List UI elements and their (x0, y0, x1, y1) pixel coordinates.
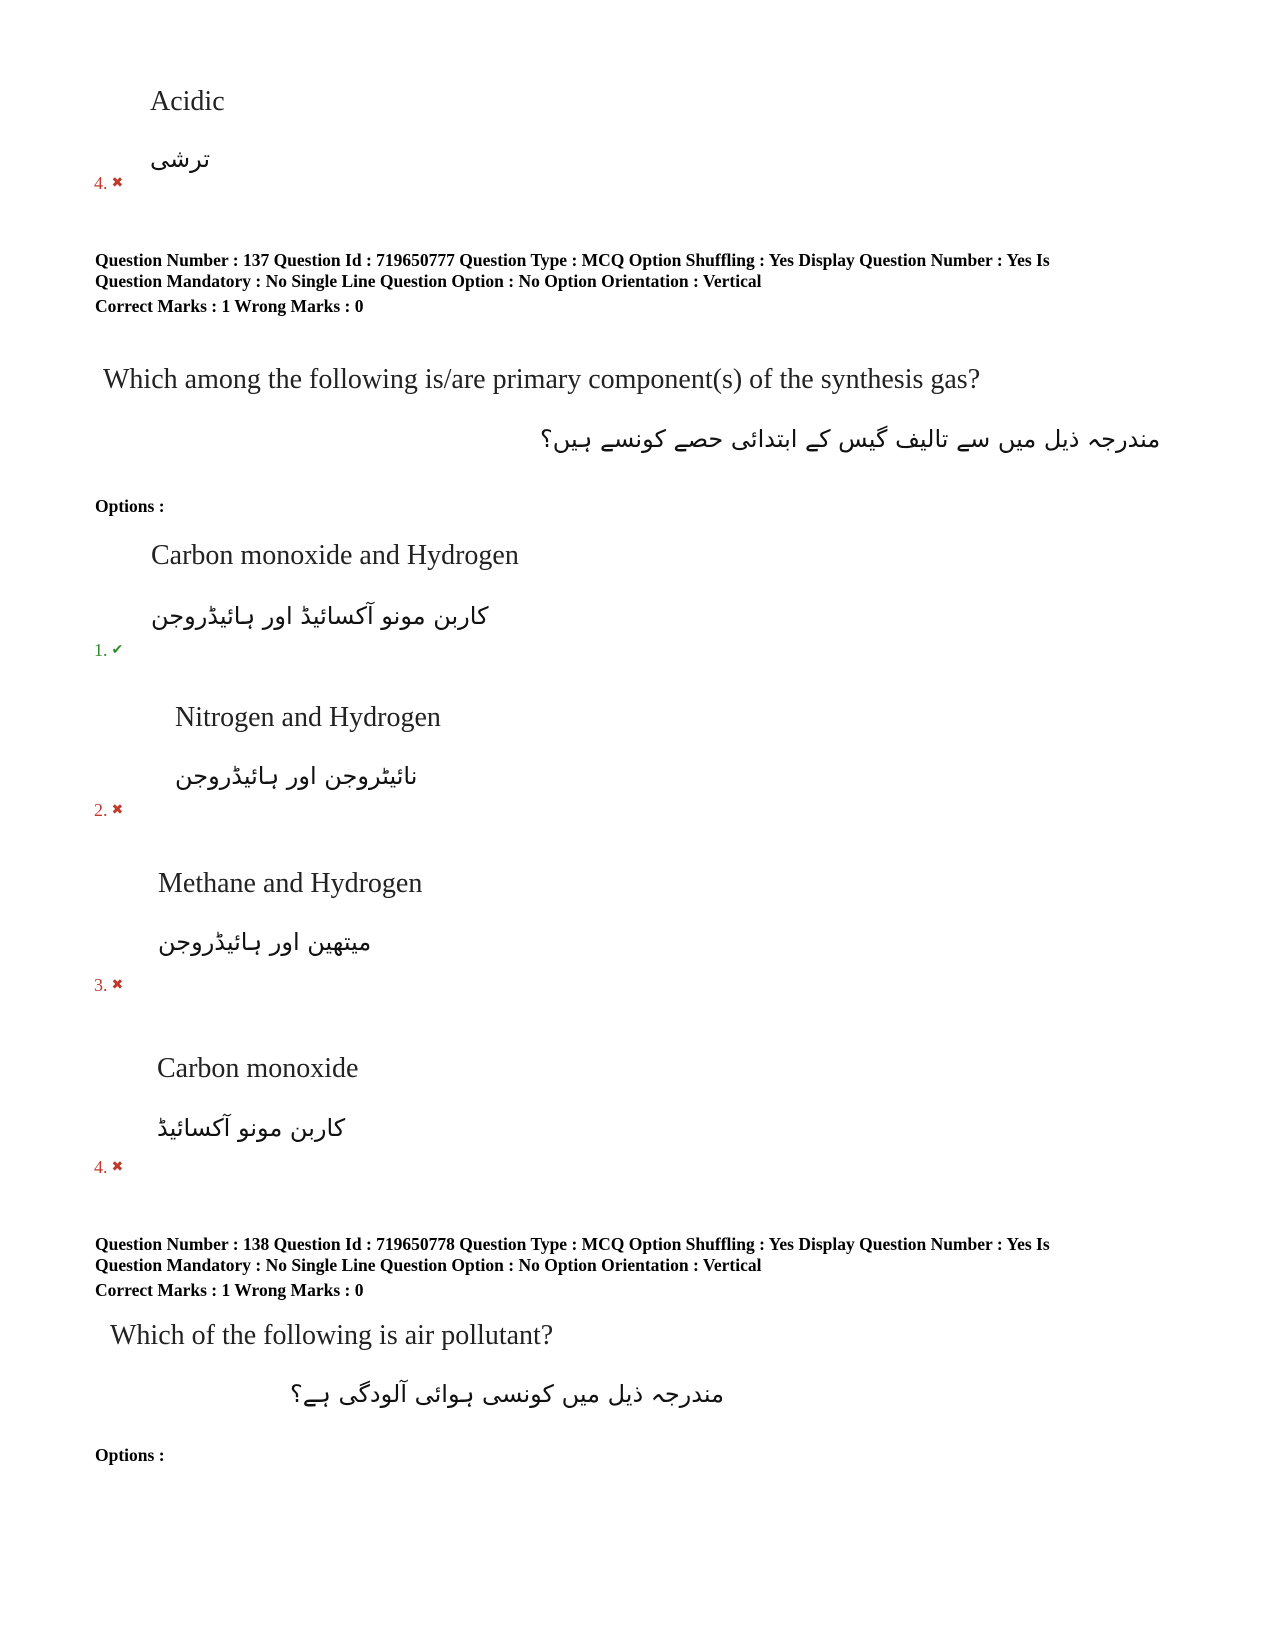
options-label: Options : (95, 1445, 165, 1465)
check-icon: ✔ (111, 643, 124, 658)
meta-line-1: Question Number : 138 Question Id : 719650778 Question Type : MCQ Option Shuffling : Yes Display Question Number : Yes Is (95, 1234, 1050, 1254)
cross-icon: ✖ (111, 803, 124, 818)
prev-option-4-urdu: ترشی (150, 145, 211, 173)
cross-icon: ✖ (111, 176, 124, 191)
option-3-english: Methane and Hydrogen (158, 868, 423, 899)
option-4-urdu: کاربن مونو آکسائیڈ (157, 1114, 346, 1142)
option-number: 2. (94, 800, 108, 820)
option-1-english: Carbon monoxide and Hydrogen (151, 540, 519, 571)
option-3-urdu: میتھین اور ہائیڈروجن (158, 928, 372, 956)
option-number: 4. (94, 173, 108, 193)
question-137-text-english: Which among the following is/are primary component(s) of the synthesis gas? (103, 364, 981, 395)
marks-line: Correct Marks : 1 Wrong Marks : 0 (95, 1280, 364, 1300)
option-2-urdu: نائیٹروجن اور ہائیڈروجن (175, 762, 418, 790)
meta-line-1: Question Number : 137 Question Id : 719650777 Question Type : MCQ Option Shuffling : Yes Display Question Number : Yes Is (95, 250, 1050, 270)
question-137-text-urdu: مندرجہ ذیل میں سے تالیف گیس کے ابتدائی حصے کونسے ہیں؟ (540, 425, 1161, 453)
option-2-english: Nitrogen and Hydrogen (175, 702, 441, 733)
option-4-number (94, 1157, 123, 1178)
meta-line-2: Question Mandatory : No Single Line Question Option : No Option Orientation : Vertical (95, 1255, 762, 1275)
prev-option-4-number (94, 173, 123, 194)
question-138-text-urdu: مندرجہ ذیل میں کونسی ہوائی آلودگی ہے؟ (290, 1380, 724, 1408)
cross-icon: ✖ (111, 978, 124, 993)
option-1-number (94, 640, 123, 661)
cross-icon: ✖ (111, 1160, 124, 1175)
option-number: 3. (94, 975, 108, 995)
marks-line: Correct Marks : 1 Wrong Marks : 0 (95, 296, 364, 316)
prev-option-4-english: Acidic (150, 86, 225, 117)
option-1-urdu: کاربن مونو آکسائیڈ اور ہائیڈروجن (151, 602, 489, 630)
meta-line-2: Question Mandatory : No Single Line Question Option : No Option Orientation : Vertical (95, 271, 762, 291)
question-138-meta (95, 1234, 1205, 1301)
question-138-text-english: Which of the following is air pollutant? (110, 1320, 554, 1351)
option-2-number (94, 800, 123, 821)
option-number: 4. (94, 1157, 108, 1177)
option-3-number (94, 975, 123, 996)
option-number: 1. (94, 640, 108, 660)
question-137-meta (95, 250, 1205, 317)
options-label: Options : (95, 496, 165, 516)
option-4-english: Carbon monoxide (157, 1053, 359, 1084)
